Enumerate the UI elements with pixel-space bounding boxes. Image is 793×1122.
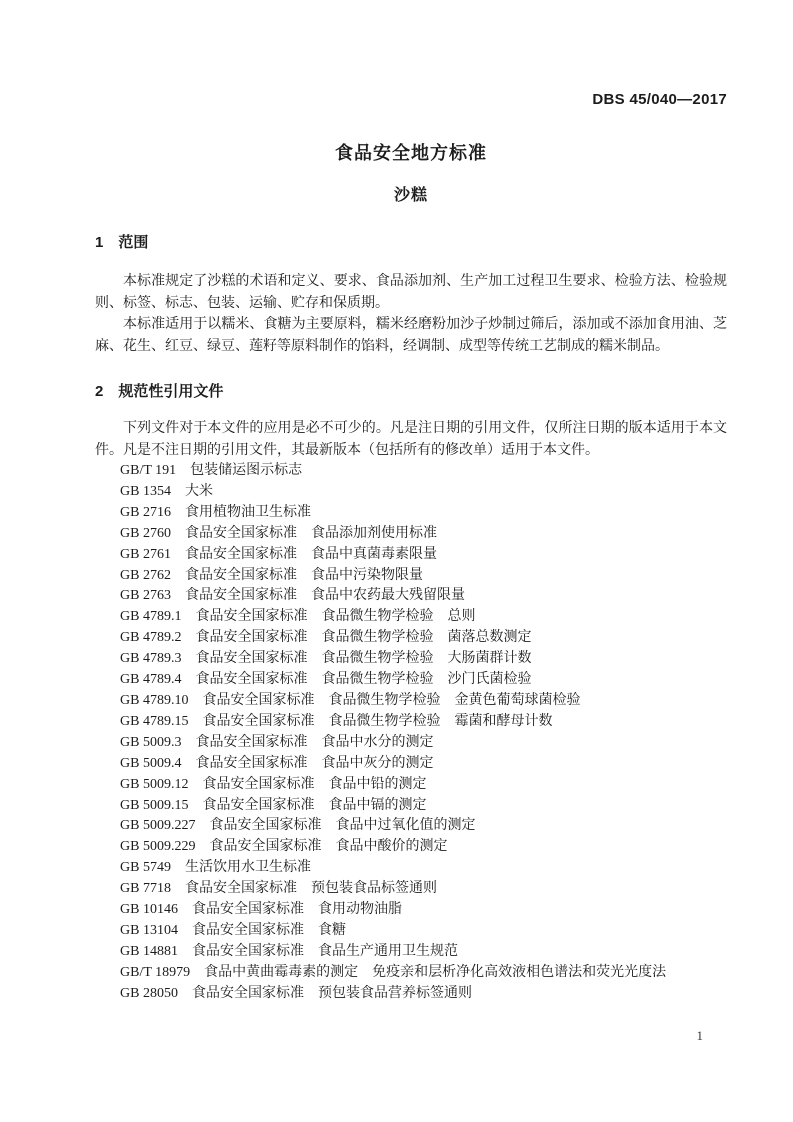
doc-title: 食品安全地方标准 [335,143,487,163]
reference-item: GB 4789.4 食品安全国家标准 食品微生物学检验 沙门氏菌检验 [120,672,532,688]
reference-item: GB 5009.3 食品安全国家标准 食品中水分的测定 [120,734,434,750]
reference-item: GB 14881 食品安全国家标准 食品生产通用卫生规范 [120,943,458,959]
reference-item: GB 1354 大米 [120,483,213,499]
reference-item: GB 4789.10 食品安全国家标准 食品微生物学检验 金黄色葡萄球菌检验 [120,692,581,708]
page-content [95,0,727,1122]
reference-item: GB 28050 食品安全国家标准 预包装食品营养标签通则 [120,985,472,1001]
section-1-heading [95,231,148,252]
section-2-title: 规范性引用文件 [118,383,224,400]
reference-item: GB 5009.12 食品安全国家标准 食品中铅的测定 [120,776,427,792]
reference-item: GB 2761 食品安全国家标准 食品中真菌毒素限量 [120,546,437,562]
section-2-number: 2 [95,383,104,400]
reference-item: GB 2763 食品安全国家标准 食品中农药最大残留限量 [120,588,465,604]
section-2-heading [95,380,223,401]
reference-item: GB 10146 食品安全国家标准 食用动物油脂 [120,902,402,918]
reference-item: GB 5009.229 食品安全国家标准 食品中酸价的测定 [120,839,448,855]
reference-item: GB 5749 生活饮用水卫生标准 [120,860,311,876]
reference-item: GB 5009.227 食品安全国家标准 食品中过氧化值的测定 [120,818,476,834]
reference-item: GB/T 18979 食品中黄曲霉毒素的测定 免疫亲和层析净化高效液相色谱法和荧光光度法 [120,964,667,980]
reference-item: GB 2716 食用植物油卫生标准 [120,504,311,520]
reference-item: GB 13104 食品安全国家标准 食糖 [120,922,346,938]
reference-item: GB 7718 食品安全国家标准 预包装食品标签通则 [120,881,437,897]
section-1-paragraph-2: 本标准适用于以糯米、食糖为主要原料，糯米经磨粉加沙子炒制过筛后，添加或不添加食用油、芝麻、花生、红豆、绿豆、莲籽等原料制作的馅料，经调制、成型等传统工艺制成的糯米制品。 [95,317,727,354]
reference-item: GB/T 191 包装储运图示标志 [120,463,303,478]
doc-subtitle: 沙糕 [393,187,428,204]
reference-item: GB 5009.15 食品安全国家标准 食品中镉的测定 [120,797,427,813]
reference-item: GB 4789.3 食品安全国家标准 食品微生物学检验 大肠菌群计数 [120,651,532,667]
normative-references-list [120,461,727,1005]
doc-code: DBS 45/040—2017 [592,91,727,108]
reference-item: GB 5009.4 食品安全国家标准 食品中灰分的测定 [120,755,434,771]
section-1-number: 1 [95,234,104,251]
reference-item: GB 4789.15 食品安全国家标准 食品微生物学检验 霉菌和酵母计数 [120,713,553,729]
section-1-paragraph-1: 本标准规定了沙糕的术语和定义、要求、食品添加剂、生产加工过程卫生要求、检验方法、检验规则、标签、标志、包装、运输、贮存和保质期。 [95,274,727,311]
reference-item: GB 4789.2 食品安全国家标准 食品微生物学检验 菌落总数测定 [120,630,532,646]
reference-item: GB 4789.1 食品安全国家标准 食品微生物学检验 总则 [120,609,476,625]
section-2-intro-paragraph: 下列文件对于本文件的应用是必不可少的。凡是注日期的引用文件，仅所注日期的版本适用于本文件。凡是不注日期的引用文件，其最新版本（包括所有的修改单）适用于本文件。 [95,421,727,458]
section-1-title: 范围 [118,234,149,251]
reference-item: GB 2762 食品安全国家标准 食品中污染物限量 [120,567,423,583]
page-number: 1 [696,1028,703,1043]
reference-item: GB 2760 食品安全国家标准 食品添加剂使用标准 [120,525,437,541]
